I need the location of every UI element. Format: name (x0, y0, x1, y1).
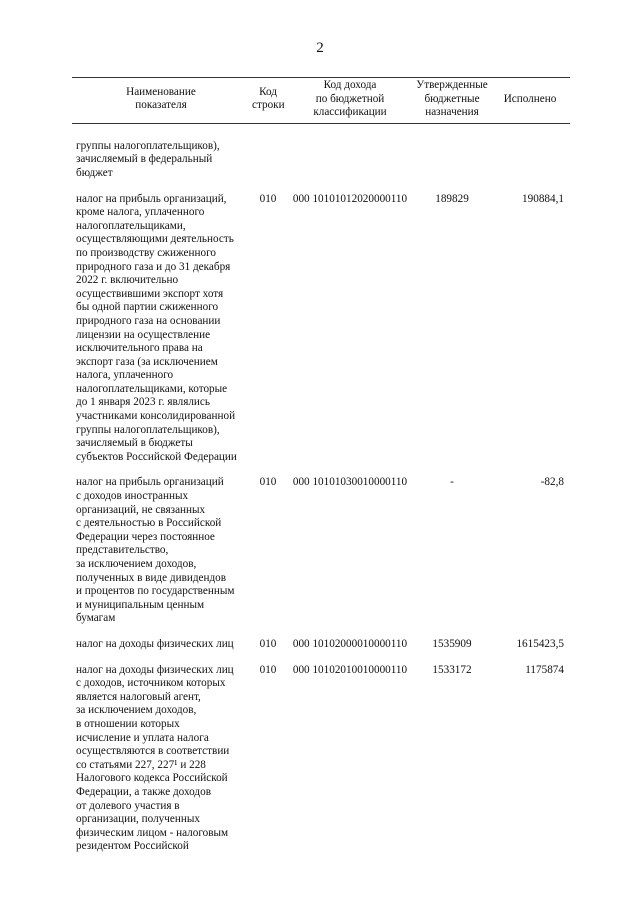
executed-cell: 1615423,5 (516, 637, 564, 650)
indicator-name-line: налог на доходы физических лиц (76, 663, 234, 676)
table-header-row (72, 78, 570, 124)
indicator-name-line: осуществившими экспорт хотя (76, 287, 224, 300)
indicator-name-line: с доходов, источником которых (76, 677, 226, 690)
indicator-name (72, 652, 250, 854)
indicator-name-line: Федерации, а также доходов (76, 785, 211, 798)
income-code-cell: 000 10102010010000110 (292, 663, 408, 676)
table-row (72, 652, 570, 854)
indicator-name-line: бумагам (76, 612, 116, 625)
row-code-cell: 010 (259, 637, 277, 650)
indicator-name-line: лицензии на осуществление (76, 328, 211, 341)
income-code-cell: 000 10101012020000110 (292, 192, 408, 205)
indicator-name-line: экспорт газа (за исключением (76, 355, 218, 368)
executed-cell: 190884,1 (522, 192, 564, 205)
indicator-name-line: бюджет (76, 166, 113, 179)
table-row (72, 464, 570, 626)
income-code-cell: 000 10101030010000110 (292, 476, 408, 489)
indicator-name-line: Федерации через постоянное (76, 530, 215, 543)
indicator-name-line: осуществляются в соответствии (76, 745, 230, 758)
indicator-name-line: исчисление и уплата налога (76, 731, 209, 744)
indicator-name-line: налог на прибыль организаций (76, 476, 224, 489)
indicator-name-line: зачисляемый в федеральный (76, 153, 213, 166)
header-row-code: Код строки (250, 78, 286, 124)
row-code-cell: 010 (259, 476, 277, 489)
executed-cell (490, 123, 570, 180)
approved-cell: - (450, 476, 454, 489)
indicator-name-line: налог на доходы физических лиц (76, 637, 234, 650)
indicator-name-line: со статьями 227, 227¹ и 228 (76, 758, 206, 771)
indicator-name-line: организации, полученных (76, 813, 200, 826)
indicator-name-line: субъектов Российской Федерации (76, 450, 237, 463)
indicator-name-line: с доходов иностранных (76, 490, 189, 503)
row-code-cell: 010 (259, 663, 277, 676)
approved-cell (414, 123, 490, 180)
indicator-name-line: и муниципальным ценным (76, 598, 205, 611)
indicator-name-line: в отношении которых (76, 717, 180, 730)
table-row (72, 181, 570, 465)
indicator-name-line: осуществляющими деятельность (76, 233, 234, 246)
header-approved: Утвержденные бюджетные назначения (414, 78, 490, 124)
indicator-name-line: налогоплательщиками, которые (76, 382, 228, 395)
indicator-name-line: по производству сжиженного (76, 246, 216, 259)
indicator-name-line: Налогового кодекса Российской (76, 772, 228, 785)
page-number: 2 (316, 40, 324, 56)
indicator-name-line: зачисляемый в бюджеты (76, 437, 193, 450)
indicator-name-line: до 1 января 2023 г. являлись (76, 396, 210, 409)
indicator-name-line: является налоговый агент, (76, 690, 201, 703)
indicator-name-line: группы налогоплательщиков), (76, 139, 220, 152)
indicator-name-line: налога, уплаченного (76, 369, 174, 382)
table-row (72, 123, 570, 180)
indicator-name (72, 123, 250, 180)
indicator-name-line: резидентом Российской (76, 840, 189, 853)
income-code-cell (286, 123, 414, 180)
indicator-name (72, 626, 250, 652)
indicator-name (72, 181, 250, 465)
indicator-name-line: за исключением доходов, (76, 558, 197, 570)
indicator-name-line: природного газа и до 31 декабря (76, 260, 231, 273)
executed-cell: -82,8 (540, 476, 564, 489)
indicator-name-line: и процентов по государственным (76, 585, 235, 598)
row-code-cell (250, 123, 286, 180)
indicator-name-line: представительство, (76, 544, 169, 557)
indicator-name-line: кроме налога, уплаченного (76, 206, 205, 219)
indicator-name-line: участниками консолидированной (76, 410, 236, 423)
indicator-name-line: 2022 г. включительно (76, 274, 179, 287)
indicator-name-line: с деятельностью в Российской (76, 517, 222, 530)
approved-cell: 1533172 (432, 663, 472, 676)
indicator-name-line: бы одной партии сжиженного (76, 301, 219, 314)
indicator-name-line: организаций, не связанных (76, 503, 206, 516)
indicator-name-line: налог на прибыль организаций, (76, 192, 227, 205)
income-code-cell: 000 10102000010000110 (292, 637, 408, 650)
approved-cell: 189829 (435, 192, 469, 205)
table-row (72, 626, 570, 652)
executed-cell: 1175874 (525, 663, 564, 676)
indicator-name (72, 464, 250, 626)
row-code-cell: 010 (259, 192, 277, 205)
indicator-name-line: группы налогоплательщиков), (76, 423, 220, 436)
indicator-name-line: от долевого участия в (76, 799, 180, 812)
header-name: Наименование показателя (72, 78, 250, 124)
header-income-code: Код дохода по бюджетной классификации (286, 78, 414, 124)
indicator-name-line: физическим лицом - налоговым (76, 826, 229, 839)
header-executed: Исполнено (490, 78, 570, 124)
indicator-name-line: налогоплательщиками, (76, 219, 186, 232)
indicator-name-line: природного газа на основании (76, 314, 221, 327)
approved-cell: 1535909 (432, 637, 472, 650)
budget-table (72, 77, 570, 854)
indicator-name-line: за исключением доходов, (76, 704, 197, 717)
indicator-name-line: исключительного права на (76, 342, 203, 355)
indicator-name-line: полученных в виде дивидендов (76, 571, 227, 584)
